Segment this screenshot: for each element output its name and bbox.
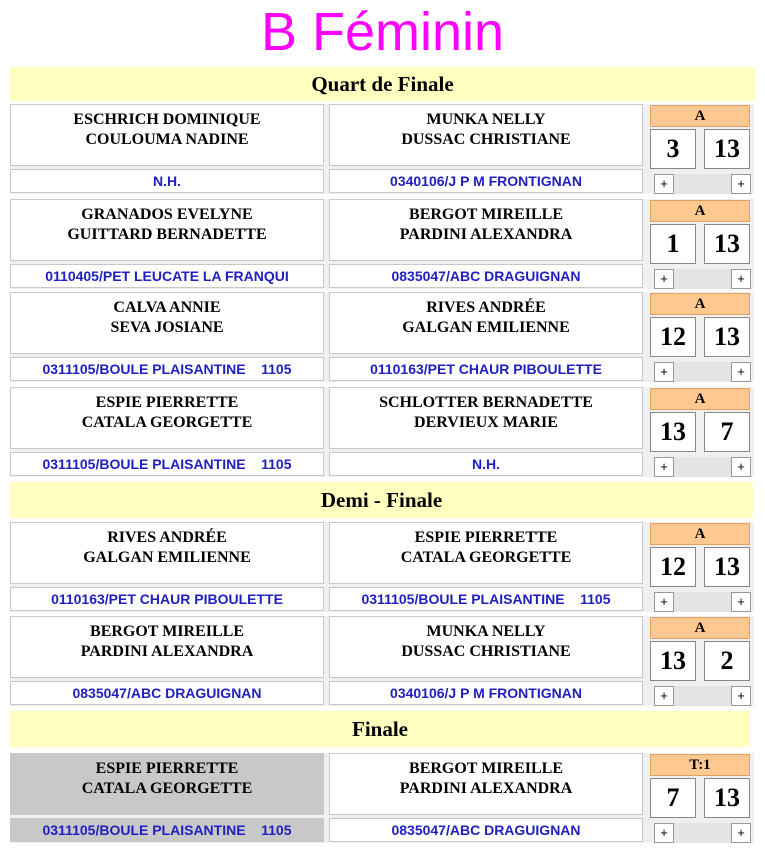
team2-names [329,387,643,449]
increment-team2-button[interactable]: + [731,269,751,289]
team2-names [329,522,643,584]
match-label: A [650,200,750,222]
increment-team1-button[interactable]: + [654,362,674,382]
score-controls-bar [674,686,732,706]
match-label: A [650,388,750,410]
team1-names [10,387,324,449]
increment-team2-button[interactable]: + [731,362,751,382]
increment-team2-button[interactable]: + [731,457,751,477]
round-header: Quart de Finale [10,67,755,101]
score-team2[interactable]: 13 [704,224,750,264]
score-team2[interactable]: 13 [704,778,750,818]
player-name: COULOUMA NADINE [85,131,249,148]
score-team1[interactable]: 13 [650,412,696,452]
team1-names [10,292,324,354]
score-team1[interactable]: 13 [650,641,696,681]
player-name: GALGAN EMILIENNE [402,319,570,336]
player-name: DERVIEUX MARIE [414,414,558,431]
team2-club: 0835047/ABC DRAGUIGNAN [329,818,643,842]
score-team2[interactable]: 13 [704,317,750,357]
team1-club: 0311105/BOULE PLAISANTINE 1105 [10,357,324,381]
increment-team1-button[interactable]: + [654,686,674,706]
round-header: Demi - Finale [10,482,753,518]
increment-team1-button[interactable]: + [654,269,674,289]
page-title: B Féminin [260,2,505,62]
score-team1[interactable]: 7 [650,778,696,818]
score-team1[interactable]: 12 [650,547,696,587]
team1-club: 0835047/ABC DRAGUIGNAN [10,681,324,705]
team1-names [10,522,324,584]
player-name: RIVES ANDRÉE [426,299,546,316]
player-name: ESPIE PIERRETTE [95,394,239,411]
player-name: PARDINI ALEXANDRA [399,226,573,243]
round-header: Finale [10,711,750,747]
player-name: BERGOT MIREILLE [409,206,563,223]
team1-club: 0311105/BOULE PLAISANTINE 1105 [10,452,324,476]
score-team2[interactable]: 13 [704,547,750,587]
team1-club: 0110163/PET CHAUR PIBOULETTE [10,587,324,611]
player-name: DUSSAC CHRISTIANE [401,643,571,660]
team2-club: 0311105/BOULE PLAISANTINE 1105 [329,587,643,611]
player-name: SCHLOTTER BERNADETTE [379,394,593,411]
player-name: CATALA GEORGETTE [81,414,253,431]
player-name: DUSSAC CHRISTIANE [401,131,571,148]
match-label: A [650,293,750,315]
team2-names [329,199,643,261]
player-name: ESPIE PIERRETTE [95,760,239,777]
team1-club: 0110405/PET LEUCATE LA FRANQUI [10,264,324,288]
team2-club: 0835047/ABC DRAGUIGNAN [329,264,643,288]
match-label: A [650,523,750,545]
score-controls-bar [674,592,732,612]
match-label: A [650,617,750,639]
team1-names [10,616,324,678]
team1-names [10,753,324,815]
match-label: T:1 [650,754,750,776]
score-team1[interactable]: 3 [650,129,696,169]
team2-club: 0110163/PET CHAUR PIBOULETTE [329,357,643,381]
player-name: ESPIE PIERRETTE [414,529,558,546]
player-name: GUITTARD BERNADETTE [67,226,267,243]
increment-team1-button[interactable]: + [654,174,674,194]
score-controls-bar [674,269,732,289]
increment-team2-button[interactable]: + [731,174,751,194]
score-controls-bar [674,457,732,477]
player-name: MUNKA NELLY [426,623,546,640]
player-name: MUNKA NELLY [426,111,546,128]
team1-club: 0311105/BOULE PLAISANTINE 1105 [10,818,324,842]
team2-names [329,753,643,815]
score-team2[interactable]: 2 [704,641,750,681]
player-name: CATALA GEORGETTE [400,549,572,566]
player-name: RIVES ANDRÉE [107,529,227,546]
increment-team2-button[interactable]: + [731,823,751,843]
score-team1[interactable]: 12 [650,317,696,357]
team2-club: N.H. [329,452,643,476]
player-name: BERGOT MIREILLE [90,623,244,640]
score-team1[interactable]: 1 [650,224,696,264]
team2-names [329,292,643,354]
player-name: ESCHRICH DOMINIQUE [73,111,261,128]
player-name: GRANADOS EVELYNE [81,206,253,223]
player-name: BERGOT MIREILLE [409,760,563,777]
match-label: A [650,105,750,127]
score-controls-bar [674,823,732,843]
team1-club: N.H. [10,169,324,193]
increment-team1-button[interactable]: + [654,823,674,843]
team2-club: 0340106/J P M FRONTIGNAN [329,169,643,193]
player-name: SEVA JOSIANE [110,319,224,336]
increment-team2-button[interactable]: + [731,592,751,612]
team1-names [10,199,324,261]
player-name: CALVA ANNIE [113,299,221,316]
player-name: CATALA GEORGETTE [81,780,253,797]
increment-team2-button[interactable]: + [731,686,751,706]
team2-names [329,616,643,678]
team1-names [10,104,324,166]
player-name: GALGAN EMILIENNE [83,549,251,566]
score-team2[interactable]: 13 [704,129,750,169]
player-name: PARDINI ALEXANDRA [80,643,254,660]
increment-team1-button[interactable]: + [654,457,674,477]
score-controls-bar [674,362,732,382]
team2-club: 0340106/J P M FRONTIGNAN [329,681,643,705]
team2-names [329,104,643,166]
player-name: PARDINI ALEXANDRA [399,780,573,797]
increment-team1-button[interactable]: + [654,592,674,612]
score-controls-bar [674,174,732,194]
score-team2[interactable]: 7 [704,412,750,452]
